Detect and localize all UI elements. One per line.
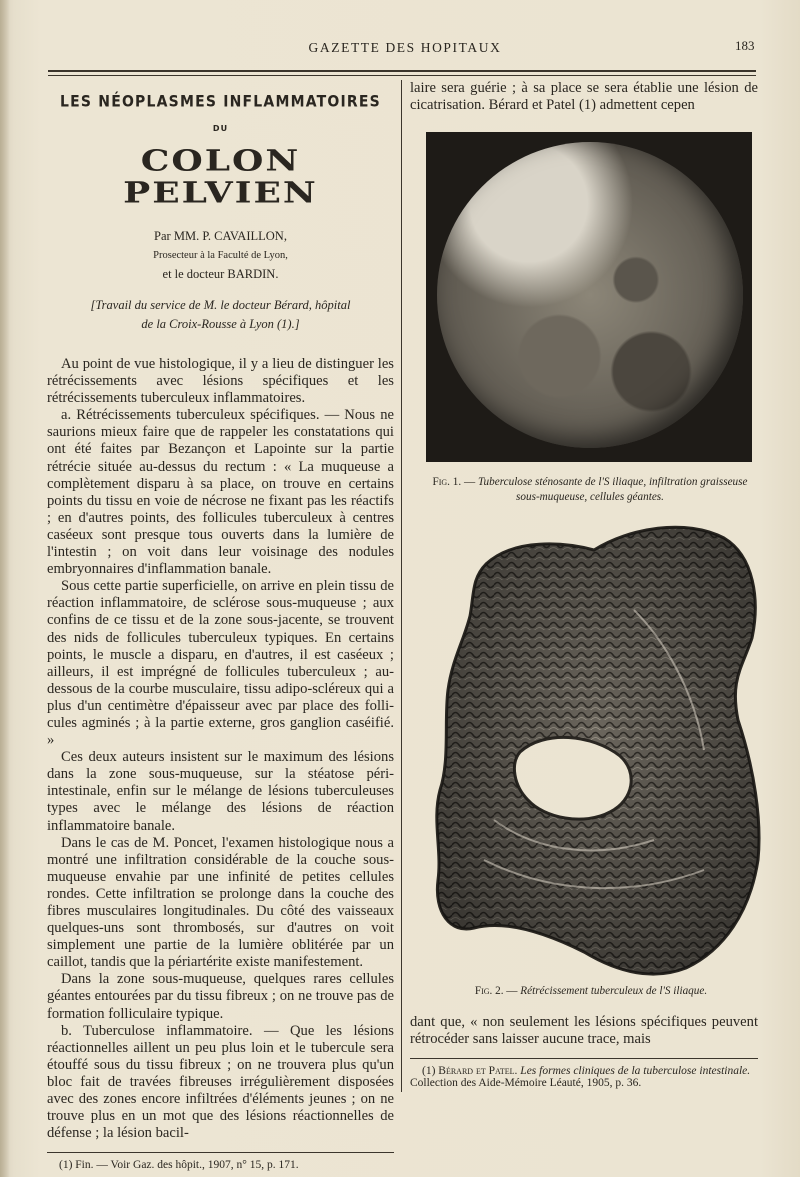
author-line: Par MM. P. CAVAILLON,	[154, 229, 287, 243]
left-column	[47, 92, 394, 1171]
figure-2-text: Rétrécissement tuberculeux de l'S iliaque.	[520, 985, 708, 997]
header-double-rule	[48, 70, 756, 76]
left-body-text	[47, 356, 394, 1142]
column-divider	[401, 80, 402, 1092]
paragraph: dant que, « non seulement les lésions spécifiques peuvent rétrocéder sans laisser aucune trace, mais	[410, 1014, 758, 1048]
paragraph: laire sera guérie ; à sa place se sera établie une lésion de cicatrisation. Bérard et Patel (1) admettent cepen	[410, 80, 758, 114]
byline	[47, 227, 394, 284]
figure-1-label: Fig. 1. —	[432, 476, 476, 488]
figure-2-specimen-photo	[424, 520, 766, 980]
author-role: Prosecteur à la Faculté de Lyon,	[153, 250, 288, 261]
micrograph-disc	[437, 142, 743, 448]
page-number: 183	[735, 38, 755, 53]
paragraph: Dans la zone sous-muqueuse, quelques rares cellules géantes entourées par du tissu fibreux ; on ne trouve pas de formation folliculaire typique.	[47, 971, 394, 1022]
page-edge-shadow	[0, 0, 10, 1177]
article-kicker: LES NÉOPLASMES INFLAMMATOIRES	[60, 92, 381, 112]
footnote-title: Les formes cliniques de la tuberculose intestinale.	[520, 1065, 751, 1078]
paragraph: Ces deux auteurs insistent sur le maximum des lésions dans la zone sous-muqueuse, sur la stéatose péri-intestinale, enfin sur le mélange de lésions tuberculeuses types avec le mélange des lésions de réaction inflammatoire banale.	[47, 749, 394, 834]
figure-1-caption	[422, 475, 758, 505]
footnote-rule	[47, 1152, 394, 1153]
footnote-rule	[410, 1058, 758, 1059]
running-head: GAZETTE DES HOPITAUX	[308, 40, 502, 55]
work-note	[47, 296, 394, 334]
article-du: DU	[212, 124, 229, 133]
right-top-text	[410, 80, 758, 114]
right-bottom-block	[410, 1014, 758, 1089]
paragraph: Au point de vue histologique, il y a lieu de distinguer les rétrécissements avec lésions spécifiques et les rétrécissements tuberculeux inflammatoires.	[47, 356, 394, 407]
paragraph: a. Rétrécissements tuberculeux spécifiques. — Nous ne saurions mieux faire que de rappeler les constatations qui ont été faites par Bezançon et Lapointe sur la partie rétrécie située au-dessus du rectum : « La muqueuse a complètement disparu à sa place, on trouve en certains points du tissu en voie de nécrose ne fixant pas les réactifs ; en d'autres points, des follicules tuberculeux à centres caséeux sont presque tous ouverts dans la lumière de l'intestin ; on voit dans leur voisinage des nodules embryonnaires d'inflammation banale.	[47, 407, 394, 578]
right-footnote	[410, 1065, 758, 1089]
figure-2-label: Fig. 2. —	[474, 985, 518, 997]
coauthor-line: et le docteur BARDIN.	[162, 267, 279, 281]
figure-1-micrograph	[426, 132, 752, 462]
figure-1-text: Tuberculose sténosante de l'S iliaque, infiltration graisseuse sous-muqueuse, cellules géantes.	[477, 476, 748, 503]
footnote-authors: (1) Bérard et Patel.	[422, 1065, 518, 1078]
right-bottom-text	[410, 1014, 758, 1048]
right-column	[410, 80, 758, 1090]
left-footnote: (1) Fin. — Voir Gaz. des hôpit., 1907, n° 15, p. 171.	[59, 1159, 299, 1172]
work-note-line-2: de la Croix-Rousse à Lyon (1).]	[141, 317, 300, 331]
figure-2-caption	[424, 984, 758, 999]
paragraph: b. Tuberculose inflammatoire. — Que les lésions réactionnelles aillent un peu plus loin et le tubercule sera étouffé sous du tissu fibreux ; on ne trouvera plus qu'un bloc fait de travées fibreuses irrégulièrement disposées avec des zones encore infiltrées d'éléments jeunes ; on ne trouve plus en un mot que des lésions réactionnelles de défense ; la lésion bacil-	[47, 1022, 394, 1142]
footnote-rest: Collection des Aide-Mémoire Léauté, 1905, p. 36.	[410, 1077, 642, 1090]
article-title: COLON PELVIEN	[123, 144, 318, 210]
work-note-line-1: [Travail du service de M. le docteur Bérard, hôpital	[90, 298, 351, 312]
paragraph: Dans le cas de M. Poncet, l'examen histologique nous a montré une infiltration considérable de la couche sous-muqueuse envahie par une infinité de petites cellules rondes. Cette infiltration se prolonge dans la couche des fibres musculaires longitudinales. Du côté des vaisseaux quelques-uns sont thrombosés, sur d'autres on voit simplement une partie de la lumière oblitérée par un caillot, tandis que la périartérite existe manifestement.	[47, 834, 394, 971]
paragraph: Sous cette partie superficielle, on arrive en plein tissu de réaction inflammatoire, de sclérose sous-muqueuse ; aux confins de ce tissu et de la zone sous-jacente, se trouvent des nids de follicules tuberculeux typiques. En certains points, le muscle a disparu, en d'autres, il est caséeux ; ailleurs, il est imprégné de follicules tuberculeux ; au-dessous de la courbe musculaire, tissu adipo-scléreux qui a plus d'un centimètre d'épaisseur avec par place des follicules agminés ; à la partie externe, gros ganglion caséifié. »	[47, 578, 394, 749]
